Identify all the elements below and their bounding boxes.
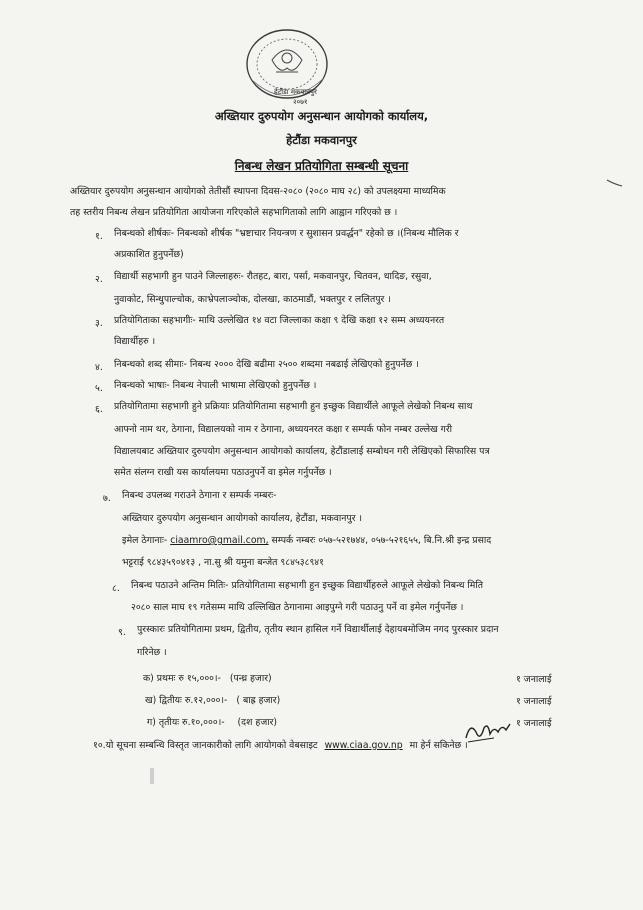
prize-second-amount: ख) द्वितीयः रु.१२,०००।- (145, 695, 228, 706)
intro-line-1: अख्तियार दुरुपयोग अनुसन्धान आयोगको तेतीसौं स्थापना दिवस-२०८० (२०८० माघ २८) को उपलक्ष्यमा माध्यमिक (70, 186, 446, 197)
footer-text: यो सूचना सम्बन्धि विस्तृत जानकारीको लागि आयोगको वेबसाइट (105, 740, 318, 751)
prize-third-count: १ जनालाई (516, 718, 552, 729)
item-1-line-2: अप्रकाशित हुनुपर्नेछ) (114, 249, 184, 260)
contact-email-line (122, 535, 491, 546)
item-number-9: ९. (118, 627, 126, 638)
email-label: इमेल ठेगानाः- (122, 535, 168, 546)
prize-second-words: ( बाह्र हजार) (236, 695, 281, 706)
office-seal-stamp (232, 20, 342, 112)
item-3-line-1: प्रतियोगिताका सहभागीः- माथि उल्लेखित १४ वटा जिल्लाका कक्षा ९ देखि कक्षा १२ सम्म अध्ययनरत (114, 315, 445, 326)
item-7-line-2: अख्तियार दुरुपयोग अनुसन्धान आयोगको कार्यालय, हेटौंडा, मकवानपुर । (122, 513, 363, 524)
item-8-line-2: २०८० साल माघ १९ गतेसम्म माथि उल्लिखित ठेगानामा आइपुग्ने गरी पठाउनु पर्ने वा इमेल गर्नुपर्नेछ । (131, 602, 464, 613)
website-link[interactable]: www.ciaa.gov.np (324, 740, 403, 751)
item-6-line-3: विद्यालयबाट अख्तियार दुरुपयोग अनुसन्धान आयोगको कार्यालय, हेटौंडालाई सम्बोधन गरी लेखिएको सिफारिस पत्र (114, 446, 490, 457)
item-2-line-2: नुवाकोट, सिन्धुपाल्चोक, काभ्रेपलाञ्चोक, दोलखा, काठमाडौं, भक्तपुर र ललितपुर । (114, 294, 391, 305)
pen-tick-mark (606, 178, 624, 188)
seal-city: हेटौंडा मकवानपुर (274, 88, 317, 96)
item-number-6: ६. (95, 404, 103, 415)
footer-tail: मा हेर्न सकिनेछ । (409, 740, 468, 751)
email-link[interactable]: ciaamro@gmail.com, (170, 535, 269, 546)
prize-third (147, 715, 277, 728)
phone-numbers: सम्पर्क नम्बरः ०५७-५२१७४४, ०५७-५२१६५५, बि.नि.श्री इन्द्र प्रसाद (271, 535, 492, 546)
prize-first-count: १ जनालाई (516, 674, 552, 685)
item-number-7: ७. (103, 493, 111, 504)
item-4-line-1: निबन्धको शब्द सीमाः- निबन्ध २००० देखि बढीमा २५०० शब्दमा नबढाई लेखिएको हुनुपर्नेछ । (114, 359, 419, 370)
office-location: हेटौंडा मकवानपुर (286, 133, 357, 147)
item-6-line-1: प्रतियोगितामा सहभागी हुने प्रक्रियाः प्रतियोगितामा सहभागी हुन इच्छुक विद्यार्थीले आफूले लेखेको निबन्ध साथ (114, 401, 473, 412)
item-number-1: १. (95, 231, 103, 242)
item-9-line-1: पुरस्कारः प्रतियोगितामा प्रथम, द्वितीय, तृतीय स्थान हासिल गर्ने विद्यार्थीलाई देहायबमोजिम नगद पुरस्कार प्रदान (137, 624, 499, 635)
prize-second (145, 693, 280, 706)
office-name: अख्तियार दुरुपयोग अनुसन्धान आयोगको कार्यालय, (214, 109, 429, 123)
item-8-line-1: निबन्ध पठाउने अन्तिम मितिः- प्रतियोगितामा सहभागी हुन इच्छुक विद्यार्थीहरुले आफूले लेखेको निबन्ध मिति (131, 580, 484, 591)
prize-third-words: (दश हजार) (237, 717, 278, 728)
intro-line-2: तह स्तरीय निबन्ध लेखन प्रतियोगिता आयोजना गरिएकोले सहभागिताको लागि आह्वान गरिएको छ । (70, 207, 398, 218)
prize-third-amount: ग) तृतीयः रु.१०,०००।- (147, 717, 225, 728)
item-number-2: २. (95, 274, 103, 285)
prize-first-amount: क) प्रथमः रु १५,०००।- (143, 673, 221, 684)
prize-first-words: (पन्ध्र हजार) (229, 673, 272, 684)
prize-second-count: १ जनालाई (516, 696, 552, 707)
item-9-line-2: गरिनेछ । (137, 647, 167, 658)
item-5-line-1: निबन्धको भाषाः- निबन्ध नेपाली भाषामा लेखिएको हुनुपर्नेछ । (114, 380, 317, 391)
item-6-line-4: समेत संलग्न राखी यस कार्यालयमा पठाउनुपर्ने वा इमेल गर्नुपर्नेछ । (114, 467, 332, 478)
item-number-3: ३. (95, 318, 103, 329)
item-2-line-1: विद्यार्थी सहभागी हुन पाउने जिल्लाहरुः- रौतहट, बारा, पर्सा, मकवानपुर, चितवन, धादिङ, रसुवा, (114, 271, 432, 282)
contact-persons-line: भट्टराई ९८४३५९०४१३ , ना.सु श्री यमुना बन्जेत ९८४५३८९४१ (122, 557, 324, 568)
handwritten-signature (460, 718, 520, 748)
notice-title: निबन्ध लेखन प्रतियोगिता सम्बन्धी सूचना (234, 159, 409, 173)
seal-year: २०७१ (293, 98, 308, 106)
prize-first (143, 671, 272, 684)
item-number-4: ४. (95, 362, 103, 373)
footer-line (93, 740, 468, 751)
item-number-5: ५. (95, 383, 103, 394)
item-6-line-2: आफ्नो नाम थर, ठेगाना, विद्यालयको नाम र ठेगाना, अध्ययनरत कक्षा र सम्पर्क फोन नम्बर उल्लेख गरी (114, 424, 453, 435)
item-7-line-1: निबन्ध उपलब्ध गराउने ठेगाना र सम्पर्क नम्बरः- (122, 490, 277, 501)
item-3-line-2: विद्यार्थीहरु । (114, 336, 156, 347)
footer-number: १०. (93, 740, 106, 751)
scan-smudge (150, 768, 154, 784)
item-1-line-1: निबन्धको शीर्षकः- निबन्धको शीर्षक "भ्रष्टाचार नियन्त्रण र सुशासन प्रवर्द्धन" रहेको छ ।(निबन्ध मौलिक र (114, 228, 459, 239)
item-number-8: ८. (112, 583, 120, 594)
